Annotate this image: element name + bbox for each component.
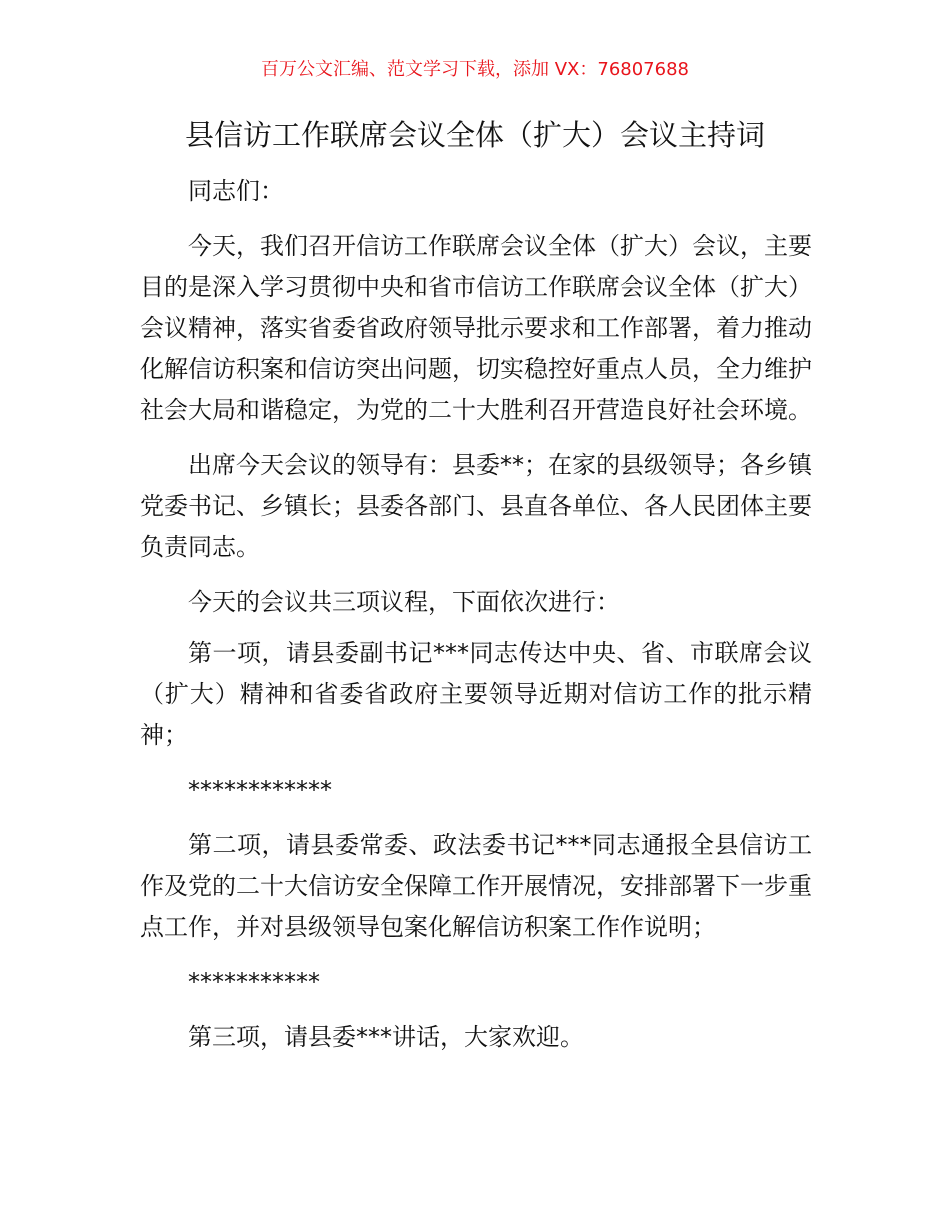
paragraph-purpose: 今天，我们召开信访工作联席会议全体（扩大）会议，主要目的是深入学习贯彻中央和省市信访工作联席会议全体（扩大）会议精神，落实省委省政府领导批示要求和工作部署，着力推动化解信访积案和信访突出问题，切实稳控好重点人员，全力维护社会大局和谐稳定，为党的二十大胜利召开营造良好社会环境。 [140, 232, 812, 424]
paragraph-agenda-intro: 今天的会议共三项议程，下面依次进行： [188, 588, 620, 616]
paragraph-placeholder-2: *********** [188, 968, 320, 996]
document-body [140, 171, 812, 1072]
paragraph-placeholder-1: ************ [188, 776, 332, 804]
header-banner: 百万公文汇编、范文学习下载，添加 VX：76807688 [261, 59, 689, 80]
paragraph-salutation: 同志们： [188, 177, 284, 205]
paragraph-agenda-item-3: 第三项，请县委***讲话，大家欢迎。 [188, 1023, 584, 1051]
paragraph-attendees: 出席今天会议的领导有：县委**；在家的县级领导；各乡镇党委书记、乡镇长；县委各部门、县直各单位、各人民团体主要负责同志。 [140, 451, 812, 561]
document-title: 县信访工作联席会议全体（扩大）会议主持词 [184, 118, 765, 152]
paragraph-agenda-item-1: 第一项，请县委副书记***同志传达中央、省、市联席会议（扩大）精神和省委省政府主要领导近期对信访工作的批示精神； [140, 639, 812, 749]
paragraph-agenda-item-2: 第二项，请县委常委、政法委书记***同志通报全县信访工作及党的二十大信访安全保障工作开展情况，安排部署下一步重点工作，并对县级领导包案化解信访积案工作作说明； [140, 831, 812, 941]
